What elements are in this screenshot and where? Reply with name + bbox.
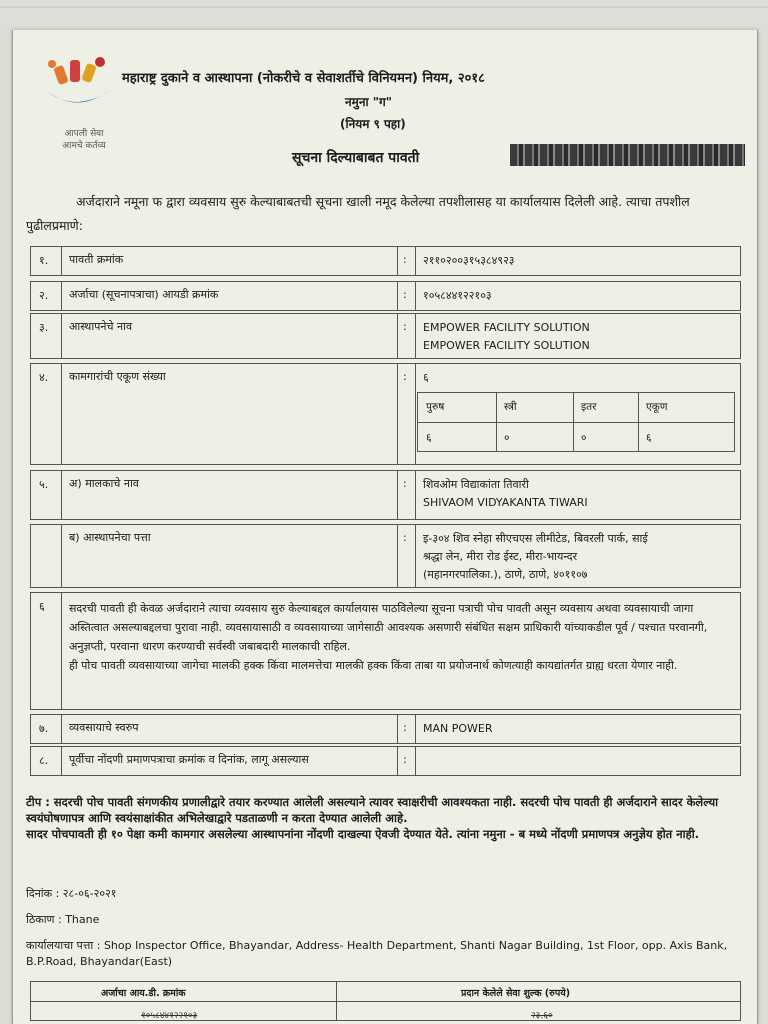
document-title: सूचना दिल्याबाबत पावती <box>292 150 420 166</box>
table-row: ३. आस्थापनेचे नाव : EMPOWER FACILITY SOLUTION EMPOWER FACILITY SOLUTION <box>30 313 741 359</box>
form-name: नमुना "ग" <box>345 95 393 109</box>
place: ठिकाण : Thane <box>26 913 100 926</box>
total-workers: ६ <box>423 371 429 384</box>
row-number: १. <box>39 254 49 267</box>
female-count: ० <box>504 432 510 444</box>
col-service-fee: प्रदान केलेले सेवा शुल्क (रुपये) <box>461 988 571 999</box>
col-male: पुरुष <box>426 401 445 413</box>
col-total: एकूण <box>646 401 668 413</box>
issue-date: दिनांक : २८-०६-२०२१ <box>26 887 117 900</box>
col-other: इतर <box>581 401 597 413</box>
table-row: ७. व्यवसायाचे स्वरुप : MAN POWER <box>30 714 741 744</box>
intro-paragraph: अर्जदाराने नमूना फ द्वारा व्यवसाय सुरु केल्याबाबतची सूचना खाली नमूद केलेल्या तपशीलासह या कार्यालयास दिलेली आहे. त्याचा तपशील पुढीलप्रमाणे: <box>26 194 690 233</box>
other-count: ० <box>581 432 587 444</box>
col-application-id: अर्जाचा आय.डी. क्रमांक <box>101 988 186 999</box>
establishment-name: EMPOWER FACILITY SOLUTION EMPOWER FACILITY SOLUTION <box>423 321 590 352</box>
establishment-address: इ-३०४ शिव स्नेहा सीएचएस लीमीटेड, बिवरली पार्क, साई श्रद्धा लेन, मीरा रोड ईस्ट, मीरा-भायन्दर (महानगरपालिका.), ठाणे, ठाणे, ४०११०७ <box>423 532 648 581</box>
note-section: टीप : सदरची पोच पावती संगणकीय प्रणालीद्वारे तयार करण्यात आलेली असल्याने त्यावर स्वाक्षरीची आवश्यकता नाही. सदरची पोच पावती ही अर्जदाराने सादर केलेल्या स्वयंघोषणापत्र आणि स्वयंसाक्षांकीत अभिलेखाद्वारे पडताळणी न करता देण्यात आलेली आहे. सादर पोचपावती ही १० पेक्षा कमी कामगार असलेल्या आस्थापनांना नोंदणी दाखल्या ऐवजी देण्यात येते. त्यांना नमुना - ब मध्ये नोंदणी प्रमाणपत्र अनुज्ञेय होत नाही. <box>26 795 719 841</box>
top-divider <box>0 6 768 8</box>
total-count: ६ <box>646 432 652 444</box>
service-fee-amount: २३.६० <box>531 1011 553 1021</box>
rule-reference: (नियम ९ पहा) <box>340 117 406 131</box>
business-nature: MAN POWER <box>423 722 493 735</box>
workers-breakdown-table <box>417 392 735 452</box>
disclaimer-text: सदरची पावती ही केवळ अर्जदाराने त्याचा व्यवसाय सुरु केल्याबद्दल कार्यालयास पाठविलेल्या सूचना पत्राची पोच पावती असून व्यवसाय अथवा व्यवसायाची जागा अस्तित्वात असल्याबद्दलचा पुरावा नाही. व्यवसायासाठी व व्यवसायाच्या जागेसाठी आवश्यक असणारी संबंधित सक्षम प्राधिकारी यांच्याकडील पूर्व / पश्चात परवानगी, अनुज्ञप्ती, परवाना धारण करण्याची सर्वस्वी जबाबदारी मालकाची राहिल. ही पोच पावती व्यवसायाच्या जागेचा मालकी हक्क किंवा मालमत्तेचा मालकी हक्क किंवा ताबा या प्रयोजनार्थ कोणत्याही कायद्यांतर्गत ग्राह्य धरता येणार नाही. <box>69 602 708 672</box>
table-row: २. अर्जाचा (सूचनापत्राचा) आयडी क्रमांक : १०५८४४१२२१०३ <box>30 281 741 311</box>
aaple-sarkar-logo-icon <box>38 52 118 110</box>
fee-table <box>30 981 741 1021</box>
owner-name: शिवओम विद्याकांता तिवारी SHIVAOM VIDYAKANTA TIWARI <box>423 478 588 509</box>
table-row: ६ सदरची पावती ही केवळ अर्जदाराने त्याचा व्यवसाय सुरु केल्याबद्दल कार्यालयास पाठविलेल्या सूचना पत्राची पोच पावती असून व्यवसाय अथवा व्यवसायाची जागा अस्तित्वात असल्याबद्दलचा पुरावा नाही. व्यवसायासाठी व व्यवसायाच्या जागेसाठी आवश्यक असणारी संबंधित सक्षम प्राधिकारी यांच्याकडील पूर्व / पश्चात परवानगी, अनुज्ञप्ती, परवाना धारण करण्याची सर्वस्वी जबाबदारी मालकाची राहिल. ही पोच पावती व्यवसायाच्या जागेचा मालकी हक्क किंवा मालमत्तेचा मालकी हक्क किंवा ताबा या प्रयोजनार्थ कोणत्याही कायद्यांतर्गत ग्राह्य धरता येणार नाही. <box>30 592 741 710</box>
table-row: ८. पूर्वीचा नोंदणी प्रमाणपत्राचा क्रमांक व दिनांक, लागू असल्यास : <box>30 746 741 776</box>
application-id: १०५८४४१२२१०३ <box>423 289 492 302</box>
male-count: ६ <box>426 432 432 444</box>
receipt-number: २११०२००३१५३८४९२३ <box>423 254 515 267</box>
col-female: स्त्री <box>504 401 517 413</box>
office-address: कार्यालयाचा पत्ता : Shop Inspector Office, Bhayandar, Address- Health Department, Shanti Nagar Building, 1st Floor, opp. Axis Bank, B.P.Road, Bhayandar(East) <box>26 939 728 968</box>
fee-application-id: १०५८४४१२२१०३ <box>141 1011 198 1021</box>
table-row: १. पावती क्रमांक : २११०२००३१५३८४९२३ <box>30 246 741 276</box>
table-row: ४. कामगारांची एकूण संख्या : ६ पुरुष स्त्री इतर एकूण ६ ० ० ६ <box>30 363 741 465</box>
table-row: ५. अ) मालकाचे नाव : शिवओम विद्याकांता तिवारी SHIVAOM VIDYAKANTA TIWARI <box>30 470 741 520</box>
row-label: पावती क्रमांक <box>69 253 124 266</box>
barcode <box>510 144 745 166</box>
logo-tagline: आपली सेवा आमचे कर्तव्य <box>62 129 106 151</box>
table-row: ब) आस्थापनेचा पत्ता : इ-३०४ शिव स्नेहा सीएचएस लीमीटेड, बिवरली पार्क, साई श्रद्धा लेन, मीरा रोड ईस्ट, मीरा-भायन्दर (महानगरपालिका.), ठाणे, ठाणे, ४०११०७ <box>30 524 741 588</box>
rule-heading: महाराष्ट्र दुकाने व आस्थापना (नोकरीचे व सेवाशर्तीचे विनियमन) नियम, २०१८ <box>122 71 485 86</box>
